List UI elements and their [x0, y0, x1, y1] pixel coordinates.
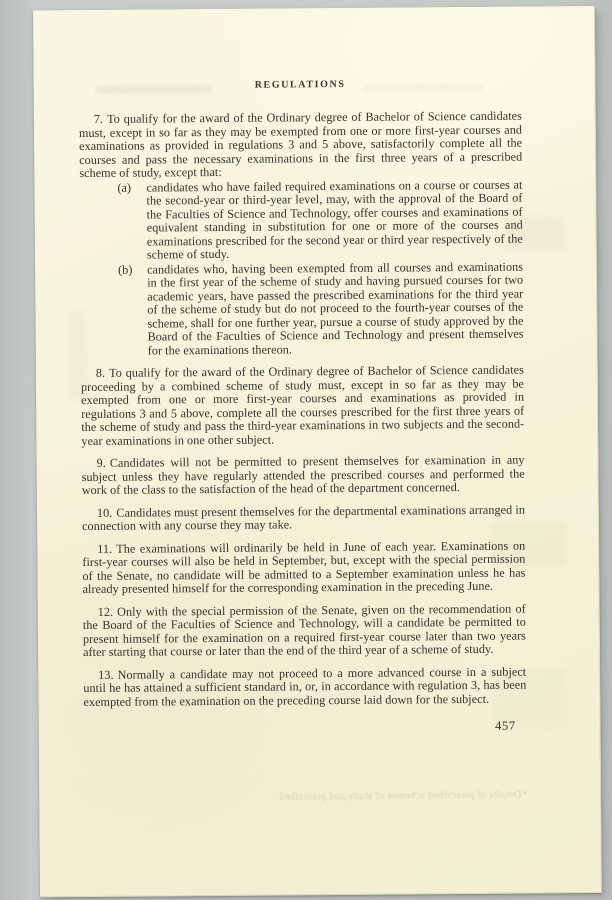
regulation-paragraph-7 — [79, 110, 523, 181]
regulation-paragraph-10 — [82, 503, 525, 533]
regulation-text: Candidates will not be permitted to present themselves for examination in any subject unless they have regularly attended the prescribed courses and performed the work of the class to the satisfaction of the head of the department concerned. — [81, 452, 525, 498]
regulation-paragraph-13 — [83, 665, 526, 709]
regulation-text: To qualify for the award of the Ordinary degree of Bachelor of Science candidates proceeding by a combined scheme of study must, except in so far as they may be exempted from one or more first-year courses and examinations as provided in regulations 3 and 5 above, complete all the courses prescribed for the first three years of the scheme of study and pass the third-year examinations in two subjects and the second-year examinations in one other subject. — [80, 362, 525, 448]
regulation-text: Normally a candidate may not proceed to a more advanced course in a subject until he has attained a sufficient standard in, or, in accordance with regulation 3, has been exempted from the examination on the preceding course laid down for the subject. — [83, 664, 527, 709]
regulation-text: Candidates must present themselves for the departmental examinations arranged in connection with any course they may take. — [82, 502, 526, 534]
regulation-number: 7. — [93, 111, 104, 126]
regulation-number: 12. — [97, 604, 114, 619]
regulation-number: 13. — [98, 667, 114, 682]
item-text: candidates who, having been exempted from all courses and examinations in the first year of the scheme of study and having pursued courses for two academic years, have passed the prescribed examinations for the third year of the scheme of study but do not proceed to the fourth-year courses of the scheme, shall for one further year, pursue a course of study approved by the Board of the Faculties of Science and Technology and present themselves for the examinations thereon. — [146, 259, 524, 358]
regulation-number: 11. — [97, 541, 113, 556]
regulation-paragraph-11 — [82, 539, 525, 596]
regulation-text: To qualify for the award of the Ordinary degree of Bachelor of Science candidates must, except in so far as they may be exempted from one or more first-year courses and examinations as provided in regulations 3 and 5 above, satisfactorily complete all the courses and pass the necessary examinations in the first three years of a prescribed scheme of study, except that: — [78, 108, 523, 181]
book-page — [33, 6, 602, 897]
running-header: REGULATIONS — [254, 78, 346, 91]
page-number: 457 — [495, 718, 516, 733]
regulation-item-b — [118, 260, 524, 358]
item-label: (b) — [117, 262, 133, 277]
regulation-item-a — [117, 178, 523, 262]
text-block — [78, 7, 527, 737]
show-through-footnote-text: *Details of prescribed schemes of study and prescribed — [279, 789, 528, 803]
regulation-paragraph-12 — [83, 602, 526, 659]
regulation-number: 10. — [96, 505, 113, 520]
regulation-text: Only with the special permission of the Senate, given on the recommendation of the Board of the Faculties of Science and Technology, will a candidate be permitted to present himself for the examination on a required first-year course later than two years after starting that course or later than the end of the third year of a scheme of study. — [82, 601, 526, 660]
regulation-text: The examinations will ordinarily be held in June of each year. Examinations on first-year courses will also be held in September, but, except with the special permission of the Senate, no candidate will be admitted to a September examination unless he has already presented himself for the corresponding examination in the preceding June. — [82, 538, 526, 597]
regulation-paragraph-8 — [81, 364, 525, 448]
regulation-number: 9. — [96, 455, 106, 470]
regulation-number: 8. — [95, 365, 106, 380]
item-text: candidates who have failed required examinations on a course or courses at the second-year or third-year level, may, with the approval of the Board of the Faculties of Science and Technology, offer courses and examinations of equivalent standing in substitution for one or more of the courses and examinations prescribed for the second year or third year respectively of the scheme of study. — [146, 177, 523, 262]
regulation-paragraph-9 — [82, 454, 525, 498]
item-label: (a) — [117, 180, 132, 195]
